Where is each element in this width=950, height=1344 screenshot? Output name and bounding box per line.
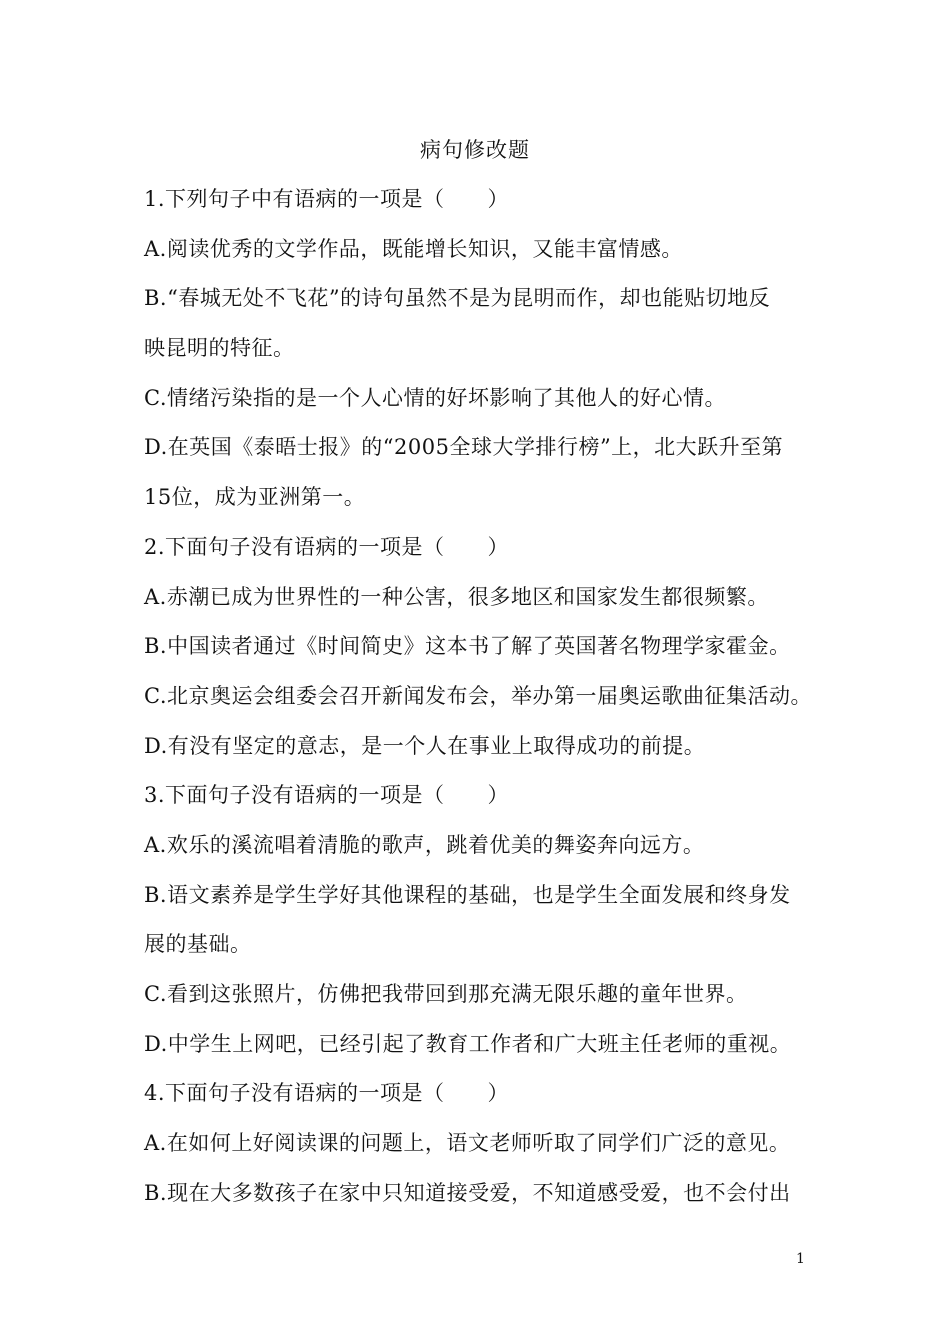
question-2-option-a: A.赤潮已成为世界性的一种公害，很多地区和国家发生都很频繁。 bbox=[144, 584, 769, 609]
question-1-option-b-continued: 映昆明的特征。 bbox=[144, 336, 295, 361]
question-text-body bbox=[144, 182, 844, 1225]
question-4-option-b: B.现在大多数孩子在家中只知道接受爱，不知道感受爱，也不会付出 bbox=[144, 1180, 791, 1205]
question-1-option-a: A.阅读优秀的文学作品，既能增长知识，又能丰富情感。 bbox=[144, 236, 683, 261]
question-4-option-a: A.在如何上好阅读课的问题上，语文老师听取了同学们广泛的意见。 bbox=[144, 1131, 791, 1156]
question-2-option-c: C.北京奥运会组委会召开新闻发布会，举办第一届奥运歌曲征集活动。 bbox=[144, 683, 812, 708]
question-1-option-b: B.“春城无处不飞花”的诗句虽然不是为昆明而作，却也能贴切地反 bbox=[144, 286, 771, 311]
question-1-option-d: D.在英国《泰晤士报》的“2005全球大学排行榜”上，北大跃升至第 bbox=[144, 435, 784, 460]
question-2-option-b: B.中国读者通过《时间简史》这本书了解了英国著名物理学家霍金。 bbox=[144, 634, 791, 659]
question-3-option-c: C.看到这张照片，仿佛把我带回到那充满无限乐趣的童年世界。 bbox=[144, 982, 748, 1006]
page-title: 病句修改题 bbox=[420, 138, 530, 162]
question-3-option-a: A.欢乐的溪流唱着清脆的歌声，跳着优美的舞姿奔向远方。 bbox=[144, 832, 705, 857]
question-3-option-b-continued: 展的基础。 bbox=[144, 932, 252, 957]
question-2-option-d: D.有没有坚定的意志，是一个人在事业上取得成功的前提。 bbox=[144, 733, 706, 758]
question-3-option-d: D.中学生上网吧，已经引起了教育工作者和广大班主任老师的重视。 bbox=[144, 1031, 792, 1056]
question-3-option-b: B.语文素养是学生学好其他课程的基础，也是学生全面发展和终身发 bbox=[144, 882, 791, 907]
question-4-stem: 4.下面句子没有语病的一项是（ ） bbox=[144, 1081, 510, 1106]
question-2-stem: 2.下面句子没有语病的一项是（ ） bbox=[144, 534, 510, 559]
question-3-stem: 3.下面句子没有语病的一项是（ ） bbox=[144, 783, 510, 808]
page-number: 1 bbox=[796, 1251, 805, 1267]
question-1-option-c: C.情绪污染指的是一个人心情的好坏影响了其他人的好心情。 bbox=[144, 385, 726, 410]
question-1-option-d-continued: 15位，成为亚洲第一。 bbox=[144, 485, 366, 510]
question-1-stem: 1.下列句子中有语病的一项是（ ） bbox=[144, 187, 510, 211]
